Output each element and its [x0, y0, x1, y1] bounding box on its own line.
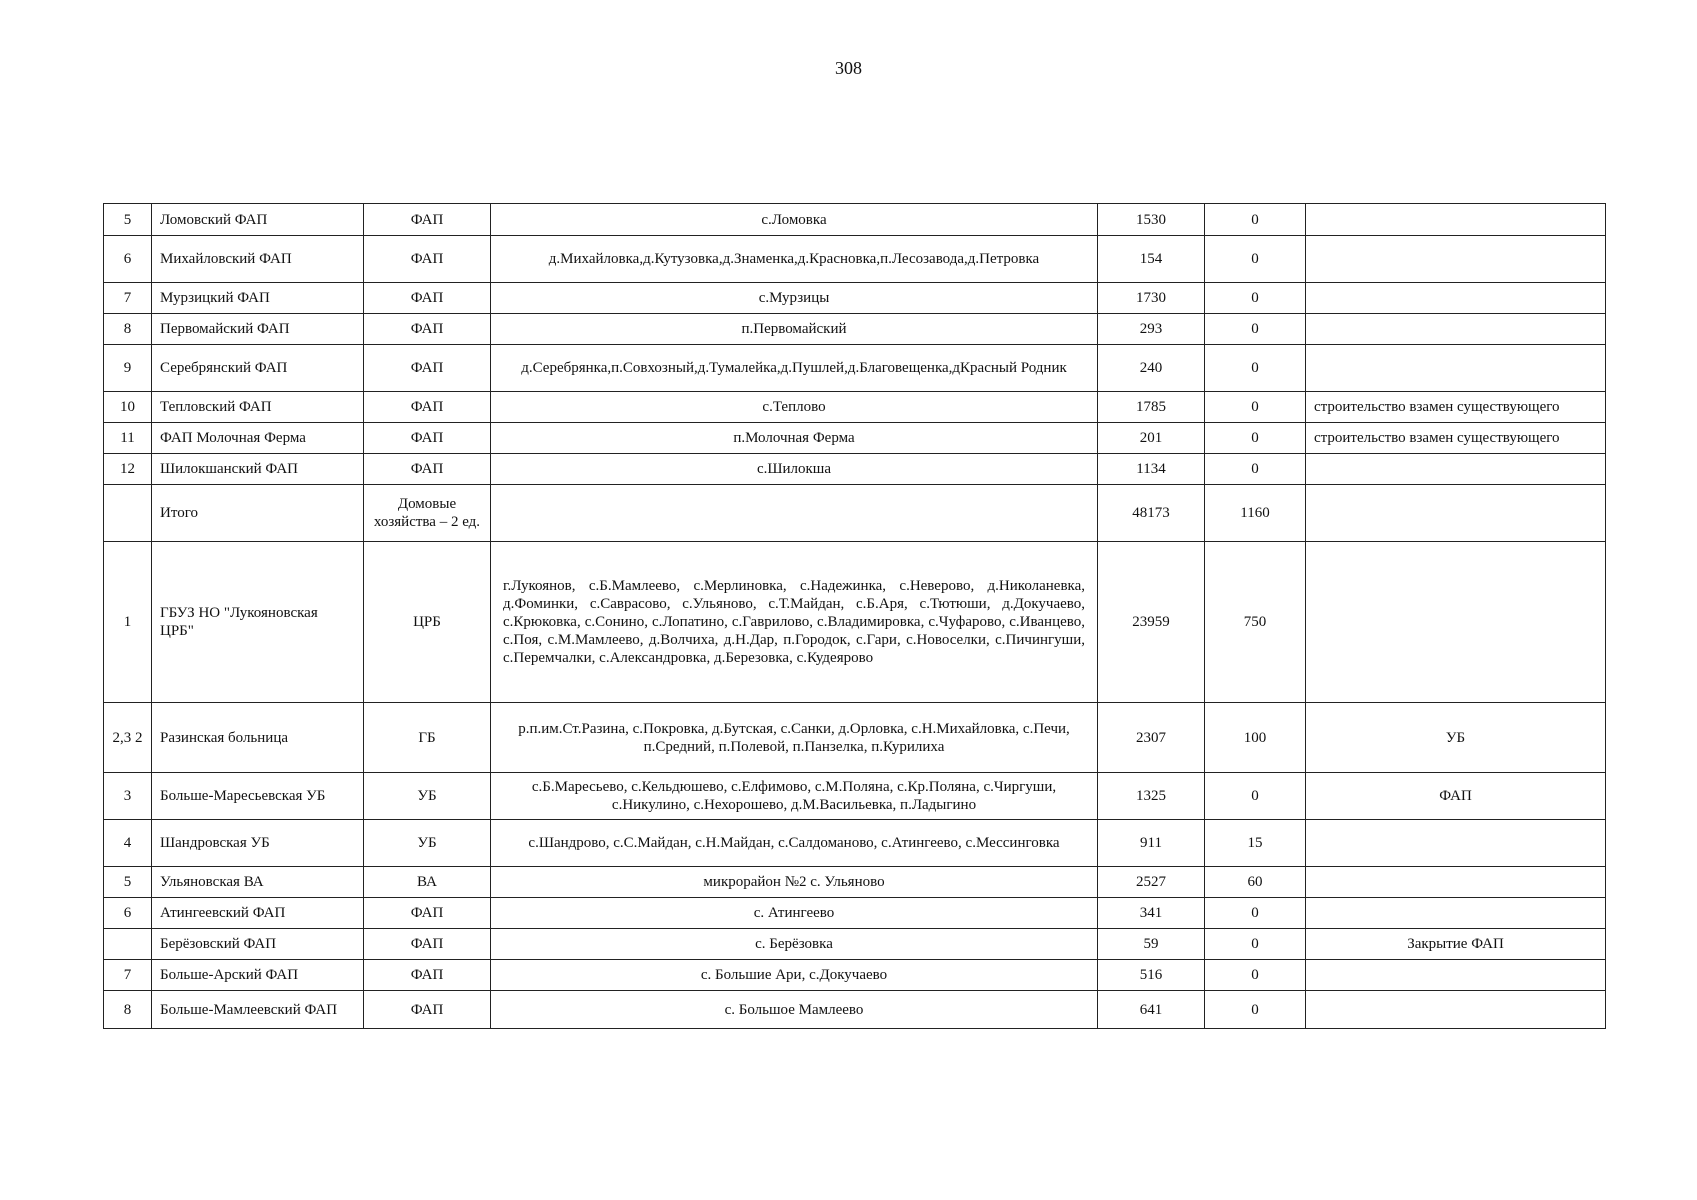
cell-value: 0 [1205, 454, 1306, 485]
table-body [104, 204, 1606, 1029]
table-row [104, 898, 1606, 929]
cell-population: 240 [1098, 345, 1205, 392]
table-row [104, 867, 1606, 898]
cell-note [1306, 454, 1606, 485]
facilities-table [103, 203, 1606, 1029]
cell-row-number: 2,3 2 [104, 703, 152, 773]
cell-address: с.Теплово [491, 392, 1098, 423]
cell-address: с.Ломовка [491, 204, 1098, 236]
cell-address: п.Молочная Ферма [491, 423, 1098, 454]
cell-row-number [104, 485, 152, 542]
cell-note [1306, 236, 1606, 283]
cell-note [1306, 283, 1606, 314]
cell-facility-name: Больше-Маресьевская УБ [152, 773, 364, 820]
cell-population: 1134 [1098, 454, 1205, 485]
cell-address [491, 485, 1098, 542]
cell-row-number: 4 [104, 820, 152, 867]
cell-value: 0 [1205, 991, 1306, 1029]
cell-address: с. Большое Мамлеево [491, 991, 1098, 1029]
cell-value: 0 [1205, 345, 1306, 392]
cell-facility-type: УБ [364, 773, 491, 820]
cell-facility-name: Мурзицкий ФАП [152, 283, 364, 314]
cell-row-number: 6 [104, 236, 152, 283]
cell-row-number [104, 929, 152, 960]
cell-value: 0 [1205, 392, 1306, 423]
cell-facility-type: ФАП [364, 345, 491, 392]
cell-address: с.Б.Маресьево, с.Кельдюшево, с.Елфимово, с.М.Поляна, с.Кр.Поляна, с.Чиргуши, с.Никулино, с.Нехорошево, д.М.Васильевка, п.Ладыгино [491, 773, 1098, 820]
cell-facility-name: Тепловский ФАП [152, 392, 364, 423]
cell-note [1306, 345, 1606, 392]
cell-facility-type: ФАП [364, 204, 491, 236]
cell-population: 154 [1098, 236, 1205, 283]
cell-facility-type: ФАП [364, 991, 491, 1029]
table-row [104, 960, 1606, 991]
cell-population: 1730 [1098, 283, 1205, 314]
cell-address: с. Большие Ари, с.Докучаево [491, 960, 1098, 991]
table-row [104, 542, 1606, 703]
cell-value: 0 [1205, 423, 1306, 454]
cell-value: 0 [1205, 898, 1306, 929]
table-row [104, 204, 1606, 236]
cell-row-number: 1 [104, 542, 152, 703]
cell-population: 293 [1098, 314, 1205, 345]
cell-population: 201 [1098, 423, 1205, 454]
cell-facility-name: Шилокшанский ФАП [152, 454, 364, 485]
cell-population: 516 [1098, 960, 1205, 991]
cell-row-number: 3 [104, 773, 152, 820]
cell-population: 2307 [1098, 703, 1205, 773]
table-row [104, 703, 1606, 773]
cell-facility-type: ФАП [364, 283, 491, 314]
cell-population: 1530 [1098, 204, 1205, 236]
cell-note [1306, 204, 1606, 236]
cell-value: 15 [1205, 820, 1306, 867]
cell-row-number: 11 [104, 423, 152, 454]
cell-address: п.Первомайский [491, 314, 1098, 345]
cell-facility-name: ФАП Молочная Ферма [152, 423, 364, 454]
cell-facility-name: ГБУЗ НО "Лукояновская ЦРБ" [152, 542, 364, 703]
cell-facility-name: Первомайский ФАП [152, 314, 364, 345]
cell-population: 1325 [1098, 773, 1205, 820]
cell-value: 0 [1205, 236, 1306, 283]
cell-facility-name: Итого [152, 485, 364, 542]
cell-population: 48173 [1098, 485, 1205, 542]
cell-population: 59 [1098, 929, 1205, 960]
table-row [104, 345, 1606, 392]
cell-address: с. Берёзовка [491, 929, 1098, 960]
cell-value: 750 [1205, 542, 1306, 703]
cell-row-number: 9 [104, 345, 152, 392]
cell-note [1306, 820, 1606, 867]
cell-note [1306, 485, 1606, 542]
cell-facility-type: ГБ [364, 703, 491, 773]
table-row [104, 423, 1606, 454]
cell-population: 911 [1098, 820, 1205, 867]
table-row [104, 392, 1606, 423]
cell-note [1306, 960, 1606, 991]
cell-value: 0 [1205, 283, 1306, 314]
table-row [104, 283, 1606, 314]
cell-value: 0 [1205, 204, 1306, 236]
table-row [104, 773, 1606, 820]
cell-row-number: 5 [104, 204, 152, 236]
cell-note: УБ [1306, 703, 1606, 773]
table-row [104, 454, 1606, 485]
cell-address: р.п.им.Ст.Разина, с.Покровка, д.Бутская, с.Санки, д.Орловка, с.Н.Михайловка, с.Печи, п.Средний, п.Полевой, п.Панзелка, п.Курилиха [491, 703, 1098, 773]
cell-population: 23959 [1098, 542, 1205, 703]
cell-facility-type: ФАП [364, 314, 491, 345]
cell-note [1306, 898, 1606, 929]
cell-facility-type: ФАП [364, 392, 491, 423]
cell-address: с.Шандрово, с.С.Майдан, с.Н.Майдан, с.Салдоманово, с.Атингеево, с.Мессинговка [491, 820, 1098, 867]
cell-facility-type: ФАП [364, 236, 491, 283]
cell-note [1306, 314, 1606, 345]
cell-address: д.Михайловка,д.Кутузовка,д.Знаменка,д.Красновка,п.Лесозавода,д.Петровка [491, 236, 1098, 283]
cell-row-number: 12 [104, 454, 152, 485]
cell-facility-type: УБ [364, 820, 491, 867]
cell-row-number: 10 [104, 392, 152, 423]
cell-facility-type: Домовые хозяйства – 2 ед. [364, 485, 491, 542]
cell-row-number: 6 [104, 898, 152, 929]
cell-value: 0 [1205, 929, 1306, 960]
cell-note [1306, 867, 1606, 898]
cell-address: д.Серебрянка,п.Совхозный,д.Тумалейка,д.Пушлей,д.Благовещенка,дКрасный Родник [491, 345, 1098, 392]
table-row [104, 485, 1606, 542]
cell-facility-type: ФАП [364, 929, 491, 960]
cell-facility-name: Берёзовский ФАП [152, 929, 364, 960]
cell-facility-name: Серебрянский ФАП [152, 345, 364, 392]
cell-facility-name: Атингеевский ФАП [152, 898, 364, 929]
table-row [104, 314, 1606, 345]
cell-population: 641 [1098, 991, 1205, 1029]
cell-facility-name: Шандровская УБ [152, 820, 364, 867]
cell-address: г.Лукоянов, с.Б.Мамлеево, с.Мерлиновка, с.Надежинка, с.Неверово, д.Николаневка, д.Фоминки, с.Саврасово, с.Ульяново, с.Т.Майдан, с.Б.Аря, с.Тютюши, д.Докучаево, с.Крюковка, с.Сонино, с.Лопатино, с.Гаврилово, с.Владимировка, с.Чуфарово, с.Иванцево, с.Поя, с.М.Мамлеево, д.Волчиха, д.Н.Дар, п.Городок, с.Гари, с.Новоселки, с.Пичингуши, с.Перемчалки, с.Александровка, д.Березовка, с.Кудеярово [491, 542, 1098, 703]
cell-population: 341 [1098, 898, 1205, 929]
cell-note: ФАП [1306, 773, 1606, 820]
cell-facility-type: ФАП [364, 454, 491, 485]
cell-value: 1160 [1205, 485, 1306, 542]
cell-address: микрорайон №2 с. Ульяново [491, 867, 1098, 898]
cell-address: с.Мурзицы [491, 283, 1098, 314]
cell-note: строительство взамен существующего [1306, 392, 1606, 423]
cell-facility-name: Больше-Арский ФАП [152, 960, 364, 991]
cell-row-number: 5 [104, 867, 152, 898]
table-row [104, 820, 1606, 867]
cell-facility-name: Ульяновская ВА [152, 867, 364, 898]
cell-facility-name: Больше-Мамлеевский ФАП [152, 991, 364, 1029]
table-row [104, 236, 1606, 283]
cell-population: 2527 [1098, 867, 1205, 898]
cell-facility-type: ФАП [364, 423, 491, 454]
cell-note [1306, 542, 1606, 703]
cell-facility-type: ФАП [364, 898, 491, 929]
cell-note [1306, 991, 1606, 1029]
cell-note: Закрытие ФАП [1306, 929, 1606, 960]
cell-row-number: 8 [104, 991, 152, 1029]
cell-row-number: 8 [104, 314, 152, 345]
cell-facility-name: Ломовский ФАП [152, 204, 364, 236]
cell-facility-type: ФАП [364, 960, 491, 991]
cell-value: 60 [1205, 867, 1306, 898]
cell-facility-type: ЦРБ [364, 542, 491, 703]
cell-note: строительство взамен существующего [1306, 423, 1606, 454]
cell-facility-name: Разинская больница [152, 703, 364, 773]
cell-value: 100 [1205, 703, 1306, 773]
cell-facility-name: Михайловский ФАП [152, 236, 364, 283]
cell-address: с. Атингеево [491, 898, 1098, 929]
page-number: 308 [835, 58, 862, 78]
table-row [104, 991, 1606, 1029]
cell-facility-type: ВА [364, 867, 491, 898]
cell-row-number: 7 [104, 283, 152, 314]
cell-value: 0 [1205, 773, 1306, 820]
table-row [104, 929, 1606, 960]
cell-value: 0 [1205, 960, 1306, 991]
cell-population: 1785 [1098, 392, 1205, 423]
cell-value: 0 [1205, 314, 1306, 345]
cell-address: с.Шилокша [491, 454, 1098, 485]
cell-row-number: 7 [104, 960, 152, 991]
